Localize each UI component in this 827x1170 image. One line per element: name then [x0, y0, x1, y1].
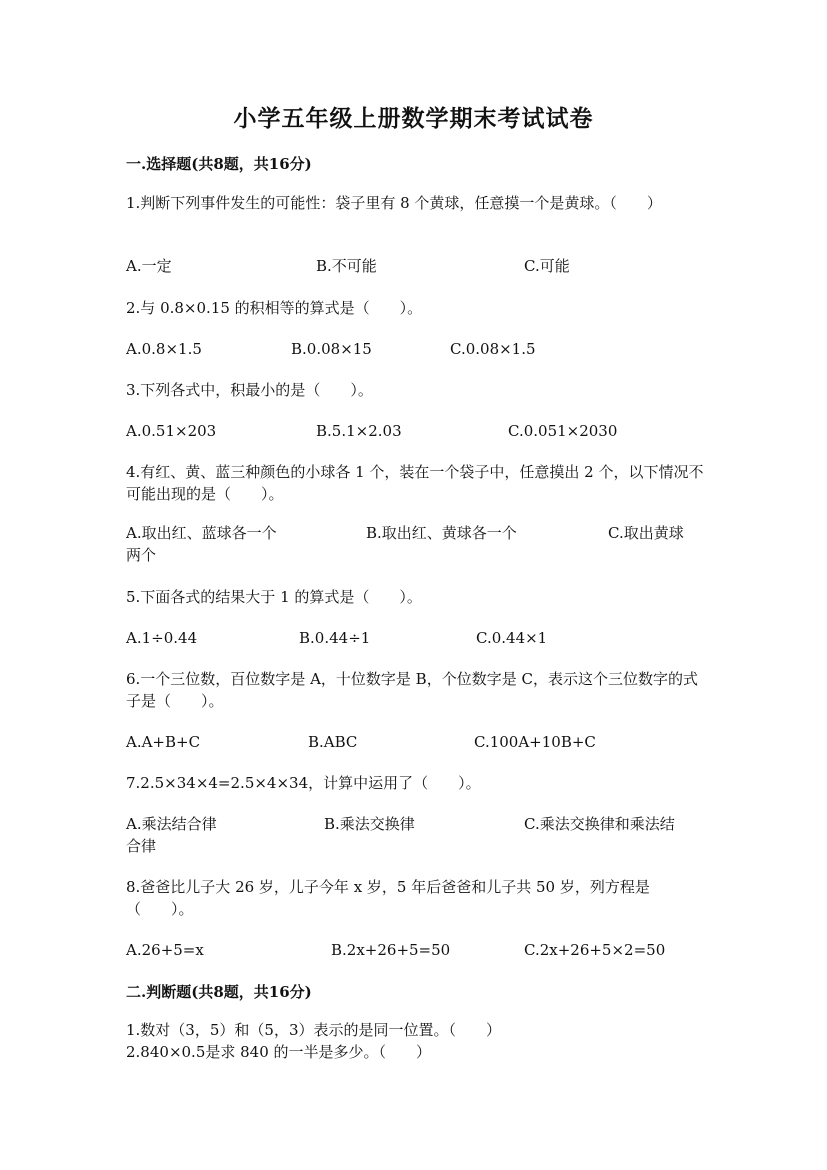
option-c: C.0.44×1 — [476, 629, 548, 647]
judgment-1: 1.数对（3，5）和（5，3）表示的是同一位置。（ ） — [126, 1021, 501, 1039]
option-b: B.取出红、黄球各一个 — [366, 524, 517, 542]
section-heading-judgment: 二.判断题(共8题，共16分) — [126, 983, 312, 1001]
option-b: B.不可能 — [316, 257, 377, 275]
option-c: C.乘法交换律和乘法结 — [524, 815, 675, 833]
question-2: 2.与 0.8×0.15 的积相等的算式是（ ）。 — [126, 299, 423, 317]
option-b: B.ABC — [308, 733, 358, 751]
option-c: C.0.051×2030 — [508, 422, 618, 440]
question-7: 7.2.5×34×4=2.5×4×34，计算中运用了（ ）。 — [126, 774, 481, 792]
option-c: C.100A+10B+C — [474, 733, 596, 751]
option-a: A.取出红、蓝球各一个 — [126, 524, 277, 542]
option-a: A.1÷0.44 — [126, 629, 198, 647]
options-4 — [126, 522, 706, 566]
question-4: 4.有红、黄、蓝三种颜色的小球各 1 个，装在一个袋子中，任意摸出 2 个，以下情况不可能出现的是（ ）。 — [126, 463, 704, 503]
option-a: A.26+5=x — [126, 941, 204, 959]
question-3: 3.下列各式中，积最小的是（ ）。 — [126, 381, 373, 399]
question-1: 1.判断下列事件发生的可能性：袋子里有 8 个黄球，任意摸一个是黄球。（ ） — [126, 194, 662, 212]
question-6: 6.一个三位数，百位数字是 A，十位数字是 B，个位数字是 C，表示这个三位数字的式子是（ ）。 — [126, 670, 698, 710]
options-7 — [126, 813, 706, 857]
options-1 — [126, 255, 706, 299]
options-6 — [126, 731, 706, 775]
option-c: C.2x+26+5×2=50 — [524, 941, 666, 959]
judgment-2: 2.840×0.5是求 840 的一半是多少。（ ） — [126, 1043, 432, 1061]
options-3 — [126, 420, 706, 464]
option-b: B.2x+26+5=50 — [331, 941, 451, 959]
option-b: B.0.08×15 — [291, 340, 372, 358]
exam-title: 小学五年级上册数学期末考试试卷 — [233, 105, 594, 132]
options-8 — [126, 939, 706, 983]
option-a: A.0.8×1.5 — [126, 340, 202, 358]
option-a: A.乘法结合律 — [126, 815, 217, 833]
options-5 — [126, 627, 706, 671]
options-2 — [126, 338, 706, 382]
option-c-continued: 合律 — [126, 837, 157, 855]
option-a: A.一定 — [126, 257, 172, 275]
section-heading-choice: 一.选择题(共8题，共16分) — [126, 155, 312, 173]
option-b: B.乘法交换律 — [324, 815, 415, 833]
option-b: B.0.44÷1 — [299, 629, 371, 647]
option-c-continued: 两个 — [126, 546, 157, 564]
option-c: C.取出黄球 — [608, 524, 684, 542]
option-a: A.0.51×203 — [126, 422, 217, 440]
question-8: 8.爸爸比儿子大 26 岁，儿子今年 x 岁，5 年后爸爸和儿子共 50 岁，列方程是（ ）。 — [126, 878, 650, 918]
question-5: 5.下面各式的结果大于 1 的算式是（ ）。 — [126, 588, 422, 606]
option-c: C.0.08×1.5 — [450, 340, 536, 358]
option-a: A.A+B+C — [126, 733, 201, 751]
option-c: C.可能 — [524, 257, 570, 275]
option-b: B.5.1×2.03 — [316, 422, 402, 440]
